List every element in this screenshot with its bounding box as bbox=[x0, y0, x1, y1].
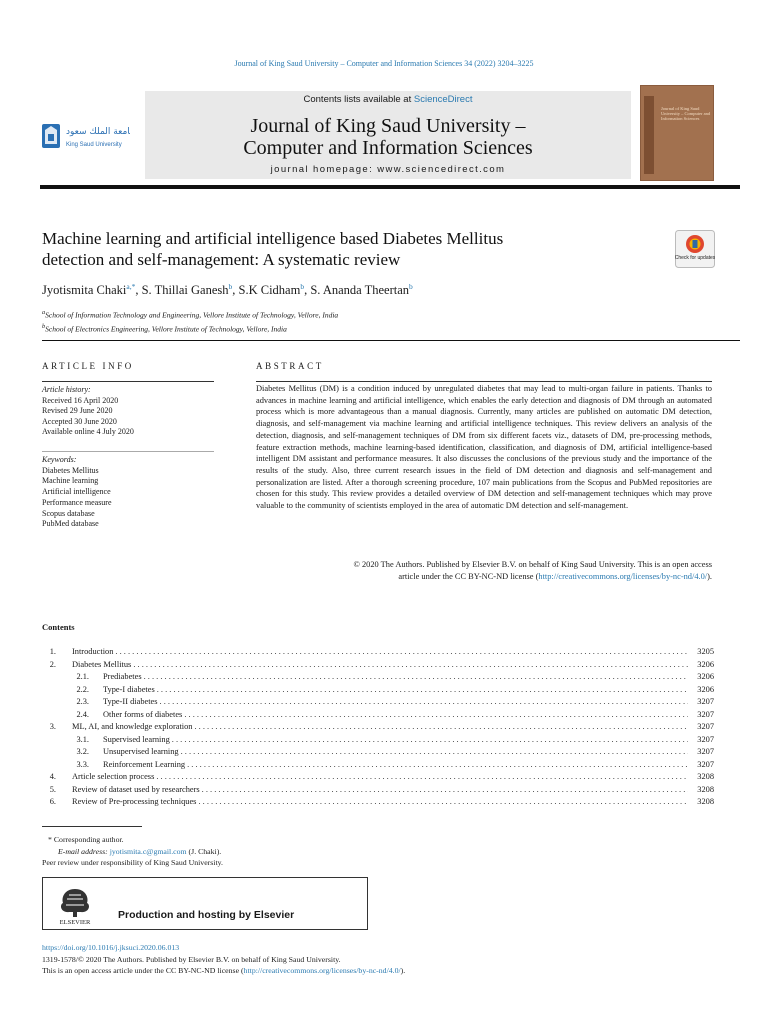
toc-leader bbox=[156, 771, 688, 784]
toc-leader bbox=[144, 671, 688, 684]
toc-number: 4. bbox=[49, 772, 56, 781]
article-title: Machine learning and artificial intelligence based Diabetes Mellitus detection and self-management: A systematic review bbox=[42, 229, 504, 269]
journal-title: Journal of King Saud University – Computer and Information Sciences bbox=[243, 115, 533, 159]
toc-label[interactable]: Review of dataset used by researchers bbox=[72, 784, 200, 794]
footnotes bbox=[42, 834, 223, 869]
toc-entry[interactable] bbox=[42, 684, 714, 697]
license-link[interactable]: http://creativecommons.org/licenses/by-nc-nd/4.0/ bbox=[538, 571, 708, 581]
toc-number: 1. bbox=[49, 647, 56, 656]
journal-cover-image bbox=[640, 85, 714, 181]
contents-available: Contents lists available at ScienceDirect bbox=[303, 94, 473, 105]
corresponding-author-note: * Corresponding author. bbox=[48, 835, 124, 844]
toc-page: 3208 bbox=[697, 784, 714, 794]
toc-entry[interactable] bbox=[42, 746, 714, 759]
check-for-updates-badge[interactable] bbox=[675, 230, 715, 268]
toc-label[interactable]: ML, AI, and knowledge exploration bbox=[72, 722, 193, 731]
toc-label[interactable]: Unsupervised learning bbox=[103, 747, 179, 756]
email-link[interactable]: jyotismita.c@gmail.com bbox=[109, 846, 187, 856]
affiliation-a: $^a$School of Information Technology and Engineering, Vellore Institute of Technology, Vellore, India bbox=[42, 309, 339, 320]
toc-label[interactable]: Other forms of diabetes bbox=[103, 709, 183, 719]
toc-number: 2.4. bbox=[76, 709, 89, 719]
abstract-text: Diabetes Mellitus (DM) is a condition induced by unregulated diabetes that may lead to multi-organ failure in patients. Thanks to advances in machine learning and artificial intelligence, which enables the early detection and diagnosis of DM through an automated process which is more advantageous than a manual diagnosis. Currently, many articles are published on automatic DM detection, diagnosis, and self-management via machine learning and artificial intelligence techniques. This review delivers an analysis of the detection, diagnosis, and self-management techniques of DM from six different facets viz., datasets of DM, pre-processing methods, feature extraction methods, machine learning-based identification, classification, and diagnosis of DM, artificial intelligence-based intelligent DM assistant and performance measures. It also discusses the conclusions of the previous study and the importance of the results of the study. Also, three current research issues in the field of DM detection and diagnosis and self-management and personalization are listed. After a thorough screening procedure, 107 main publications from the Scopus and PubMed repositories are chosen for this study. This review provides a detailed overview of DM detection and self-management techniques which may prove valuable to the community of scientists employed in the area of automatic DM detection and self-management. bbox=[256, 384, 712, 511]
contents-heading: Contents bbox=[42, 622, 75, 632]
toc-page: 3207 bbox=[697, 722, 714, 731]
keyword: Artificial intelligence bbox=[42, 487, 111, 497]
toc-page: 3206 bbox=[697, 672, 714, 681]
toc-leader bbox=[198, 796, 688, 809]
toc-leader bbox=[194, 721, 688, 734]
toc-leader bbox=[187, 759, 688, 772]
production-hosting-text: Production and hosting by Elsevier bbox=[118, 909, 295, 921]
affiliations bbox=[42, 307, 338, 334]
logo-english-text: King Saud University bbox=[66, 142, 122, 148]
toc-entry[interactable] bbox=[42, 721, 714, 734]
history-item: Available online 4 July 2020 bbox=[42, 427, 134, 436]
toc-label[interactable]: Review of Pre-processing techniques bbox=[72, 797, 197, 806]
toc-number: 2.2. bbox=[76, 684, 89, 694]
author[interactable]: Jyotismita Chaki bbox=[42, 283, 127, 298]
toc-leader bbox=[181, 746, 688, 759]
toc-page: 3207 bbox=[697, 697, 714, 706]
toc-entry[interactable] bbox=[42, 696, 714, 709]
history-item: Received 16 April 2020 bbox=[42, 395, 119, 405]
toc-page: 3207 bbox=[697, 734, 714, 744]
toc-label[interactable]: Article selection process bbox=[72, 772, 155, 781]
journal-homepage[interactable]: journal homepage: www.sciencedirect.com bbox=[270, 164, 506, 175]
check-updates-label: Check for updates bbox=[675, 255, 715, 261]
toc-leader bbox=[133, 659, 688, 672]
toc-entry[interactable] bbox=[42, 709, 714, 722]
abstract-heading: ABSTRACT bbox=[256, 361, 324, 371]
peer-review-note: Peer review under responsibility of King Saud University. bbox=[42, 858, 223, 867]
toc-entry[interactable] bbox=[42, 734, 714, 747]
issn-line: 1319-1578/© 2020 The Authors. Published by Elsevier B.V. on behalf of King Saud University. bbox=[42, 954, 341, 964]
toc-page: 3206 bbox=[697, 659, 714, 669]
section-rule bbox=[42, 340, 740, 341]
toc-label[interactable]: Prediabetes bbox=[103, 672, 142, 681]
toc-leader bbox=[184, 709, 688, 722]
toc-leader bbox=[202, 784, 688, 797]
author[interactable]: S. Ananda Theertan bbox=[310, 283, 410, 298]
toc-label[interactable]: Introduction bbox=[72, 647, 114, 656]
toc-entry[interactable] bbox=[42, 671, 714, 684]
journal-citation[interactable]: Journal of King Saud University – Computer and Information Sciences 34 (2022) 3204–3225 bbox=[234, 59, 534, 68]
toc-number: 5. bbox=[49, 784, 56, 794]
abstract-copyright: © 2020 The Authors. Published by Elsevier B.V. on behalf of King Saud University. This is an open access article under the CC BY-NC-ND license (http://creativecommons.org/licenses/by-nc-nd/4.0/). bbox=[353, 560, 712, 581]
header-rule bbox=[40, 185, 740, 189]
toc-page: 3208 bbox=[697, 772, 714, 781]
open-access-line: This is an open access article under the CC BY-NC-ND license (http://creativecommons.org/licenses/by-nc-nd/4.0/). bbox=[42, 966, 406, 975]
toc-label[interactable]: Diabetes Mellitus bbox=[72, 659, 132, 669]
email-note: E-mail address: jyotismita.c@gmail.com (J. Chaki). bbox=[58, 846, 222, 856]
table-of-contents bbox=[42, 646, 714, 809]
toc-number: 3.1. bbox=[76, 734, 89, 744]
toc-page: 3207 bbox=[697, 709, 714, 719]
toc-entry[interactable] bbox=[42, 796, 714, 809]
elsevier-logo bbox=[55, 883, 95, 925]
toc-entry[interactable] bbox=[42, 759, 714, 772]
toc-page: 3206 bbox=[697, 684, 714, 694]
ksu-logo bbox=[38, 118, 130, 158]
toc-page: 3205 bbox=[697, 647, 714, 656]
toc-leader bbox=[115, 646, 688, 659]
toc-number: 2. bbox=[49, 659, 56, 669]
article-history: Article history: Received 16 April 2020 Revised 29 June 2020 Accepted 30 June 2020 Available online 4 July 2020 bbox=[42, 385, 134, 436]
toc-label[interactable]: Reinforcement Learning bbox=[103, 759, 186, 769]
toc-entry[interactable] bbox=[42, 646, 714, 659]
bottom-license-block bbox=[42, 942, 405, 977]
toc-page: 3208 bbox=[697, 797, 714, 806]
toc-leader bbox=[172, 734, 688, 747]
author[interactable]: S. Thillai Ganesh bbox=[141, 283, 229, 298]
keyword: Scopus database bbox=[42, 508, 95, 518]
toc-number: 3.3. bbox=[76, 759, 89, 769]
toc-number: 6. bbox=[49, 797, 56, 806]
elsevier-wordmark: ELSEVIER bbox=[59, 919, 91, 925]
toc-leader bbox=[157, 684, 688, 697]
author[interactable]: S.K Cidham bbox=[238, 283, 301, 298]
history-item: Revised 29 June 2020 bbox=[42, 406, 113, 415]
keywords: Keywords: Diabetes Mellitus Machine learning Artificial intelligence Performance measure Scopus database PubMed database bbox=[42, 455, 112, 529]
article-info-heading: ARTICLE INFO bbox=[42, 361, 134, 371]
toc-entry[interactable] bbox=[42, 659, 714, 672]
sciencedirect-link[interactable]: ScienceDirect bbox=[413, 94, 473, 105]
toc-number: 2.1. bbox=[76, 672, 89, 681]
keyword: Performance measure bbox=[42, 497, 112, 507]
toc-label[interactable]: Type-II diabetes bbox=[103, 697, 158, 706]
history-item: Accepted 30 June 2020 bbox=[42, 416, 117, 426]
cover-text: Journal of King Saud University – Computer and Information Sciences bbox=[661, 106, 711, 121]
author-list: Jyotismita Chaki$^{a,*}$, S. Thillai Ganesh$^b$, S.K Cidham$^b$, S. Ananda Theertan$^b$ bbox=[42, 282, 413, 298]
toc-entry[interactable] bbox=[42, 784, 714, 797]
toc-label[interactable]: Supervised learning bbox=[103, 734, 170, 744]
keyword: Diabetes Mellitus bbox=[42, 465, 99, 475]
toc-page: 3207 bbox=[697, 747, 714, 756]
toc-number: 2.3. bbox=[76, 697, 89, 706]
license-link[interactable]: http://creativecommons.org/licenses/by-nc-nd/4.0/ bbox=[243, 966, 401, 975]
elsevier-production-box bbox=[42, 877, 368, 930]
toc-leader bbox=[160, 696, 688, 709]
logo-arabic-text: جامعة الملك سعود bbox=[66, 127, 130, 137]
toc-entry[interactable] bbox=[42, 771, 714, 784]
keyword: PubMed database bbox=[42, 519, 99, 529]
doi-link[interactable]: https://doi.org/10.1016/j.jksuci.2020.06.013 bbox=[42, 943, 180, 952]
toc-number: 3. bbox=[49, 722, 56, 731]
affiliation-b: $^b$School of Electronics Engineering, Vellore Institute of Technology, Vellore, India bbox=[42, 322, 287, 333]
journal-banner bbox=[145, 91, 631, 179]
toc-number: 3.2. bbox=[76, 747, 89, 756]
toc-page: 3207 bbox=[697, 759, 714, 769]
keyword: Machine learning bbox=[42, 476, 99, 486]
toc-label[interactable]: Type-I diabetes bbox=[103, 684, 155, 694]
